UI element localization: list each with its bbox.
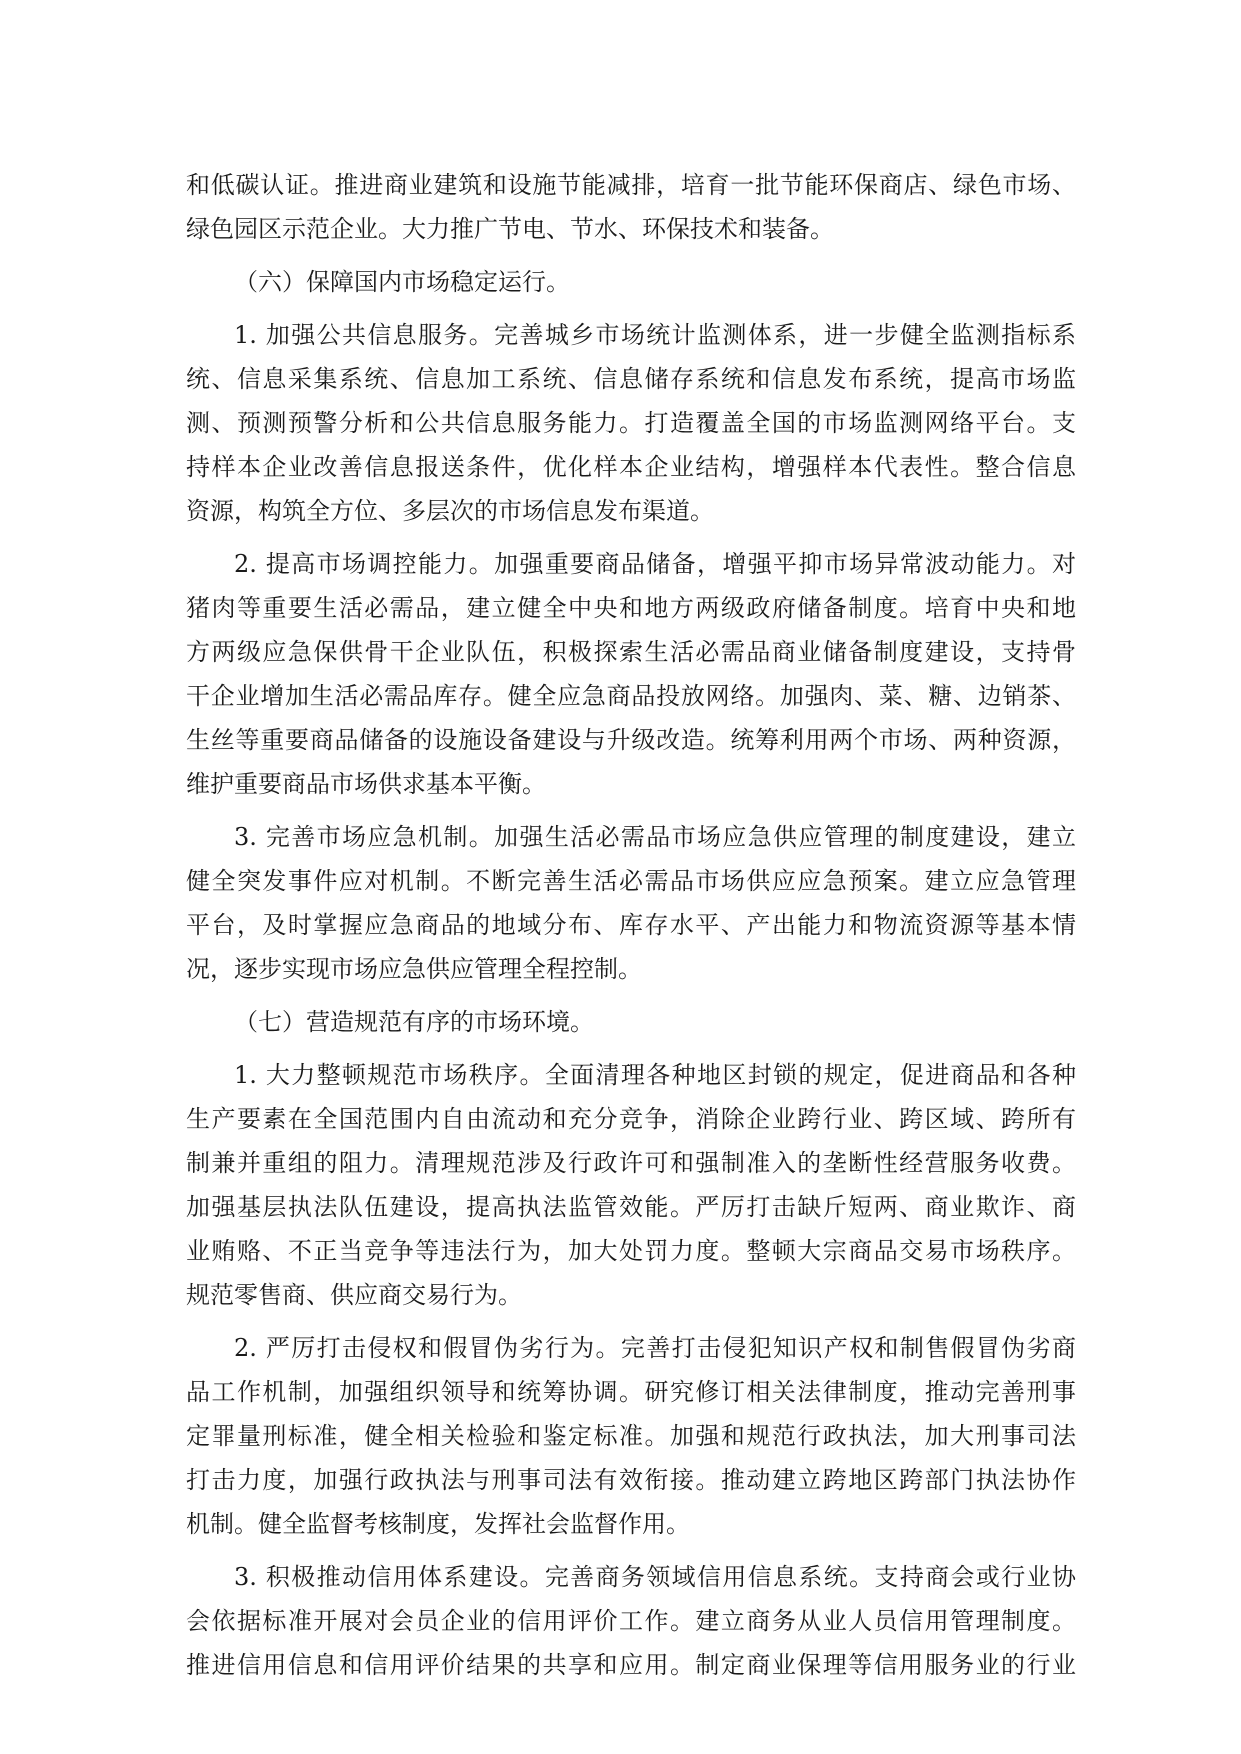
text-line: 绿色园区示范企业。大力推广节电、节水、环保技术和装备。	[186, 215, 834, 243]
text-line: 3. 积极推动信用体系建设。完善商务领域信用信息系统。支持商会或行业协	[234, 1563, 1076, 1591]
section-heading-7	[186, 1000, 1076, 1044]
continuation-paragraph	[186, 163, 1076, 251]
text-line: 规范零售商、供应商交易行为。	[186, 1281, 522, 1309]
text-line: 2. 严厉打击侵权和假冒伪劣行为。完善打击侵犯知识产权和制售假冒伪劣商	[234, 1334, 1076, 1362]
text-line: 2. 提高市场调控能力。加强重要商品储备，增强平抑市场异常波动能力。对	[234, 550, 1076, 578]
text-line: 生产要素在全国范围内自由流动和充分竞争，消除企业跨行业、跨区域、跨所有	[186, 1105, 1076, 1133]
text-line: 测、预测预警分析和公共信息服务能力。打造覆盖全国的市场监测网络平台。支	[186, 409, 1076, 437]
text-line: 制兼并重组的阻力。清理规范涉及行政许可和强制准入的垄断性经营服务收费。	[186, 1149, 1076, 1177]
text-line: 加强基层执法队伍建设，提高执法监管效能。严厉打击缺斤短两、商业欺诈、商	[186, 1193, 1076, 1221]
text-line: 打击力度，加强行政执法与刑事司法有效衔接。推动建立跨地区跨部门执法协作	[186, 1466, 1076, 1494]
text-line: 统、信息采集系统、信息加工系统、信息储存系统和信息发布系统，提高市场监	[186, 365, 1076, 393]
text-line: 生丝等重要商品储备的设施设备建设与升级改造。统筹利用两个市场、两种资源，	[186, 726, 1076, 754]
text-line: 1. 大力整顿规范市场秩序。全面清理各种地区封锁的规定，促进商品和各种	[234, 1061, 1076, 1089]
text-line: 况，逐步实现市场应急供应管理全程控制。	[186, 955, 642, 983]
paragraph-7-2	[186, 1326, 1076, 1546]
text-line: 1. 加强公共信息服务。完善城乡市场统计监测体系，进一步健全监测指标系	[234, 321, 1076, 349]
heading-text: （七）营造规范有序的市场环境。	[234, 1008, 594, 1036]
text-line: 业贿赂、不正当竞争等违法行为，加大处罚力度。整顿大宗商品交易市场秩序。	[186, 1237, 1076, 1265]
text-line: 干企业增加生活必需品库存。健全应急商品投放网络。加强肉、菜、糖、边销茶、	[186, 682, 1076, 710]
text-line: 持样本企业改善信息报送条件，优化样本企业结构，增强样本代表性。整合信息	[186, 453, 1076, 481]
paragraph-7-1	[186, 1053, 1076, 1317]
paragraph-6-3	[186, 815, 1076, 991]
text-line: 平台，及时掌握应急商品的地域分布、库存水平、产出能力和物流资源等基本情	[186, 911, 1076, 939]
text-line: 方两级应急保供骨干企业队伍，积极探索生活必需品商业储备制度建设，支持骨	[186, 638, 1076, 666]
text-line: 健全突发事件应对机制。不断完善生活必需品市场供应应急预案。建立应急管理	[186, 867, 1076, 895]
text-line: 定罪量刑标准，健全相关检验和鉴定标准。加强和规范行政执法，加大刑事司法	[186, 1422, 1076, 1450]
text-line: 和低碳认证。推进商业建筑和设施节能减排，培育一批节能环保商店、绿色市场、	[186, 171, 1076, 199]
text-line: 猪肉等重要生活必需品，建立健全中央和地方两级政府储备制度。培育中央和地	[186, 594, 1076, 622]
text-line: 会依据标准开展对会员企业的信用评价工作。建立商务从业人员信用管理制度。	[186, 1607, 1076, 1635]
text-line: 资源，构筑全方位、多层次的市场信息发布渠道。	[186, 497, 714, 525]
text-line: 品工作机制，加强组织领导和统筹协调。研究修订相关法律制度，推动完善刑事	[186, 1378, 1076, 1406]
document-page	[186, 163, 1076, 1687]
paragraph-6-2	[186, 542, 1076, 806]
text-line: 推进信用信息和信用评价结果的共享和应用。制定商业保理等信用服务业的行业	[186, 1651, 1076, 1679]
text-line: 机制。健全监督考核制度，发挥社会监督作用。	[186, 1510, 690, 1538]
heading-text: （六）保障国内市场稳定运行。	[234, 268, 570, 296]
paragraph-7-3	[186, 1555, 1076, 1687]
section-heading-6	[186, 260, 1076, 304]
text-line: 3. 完善市场应急机制。加强生活必需品市场应急供应管理的制度建设，建立	[234, 823, 1076, 851]
text-line: 维护重要商品市场供求基本平衡。	[186, 770, 546, 798]
paragraph-6-1	[186, 313, 1076, 533]
